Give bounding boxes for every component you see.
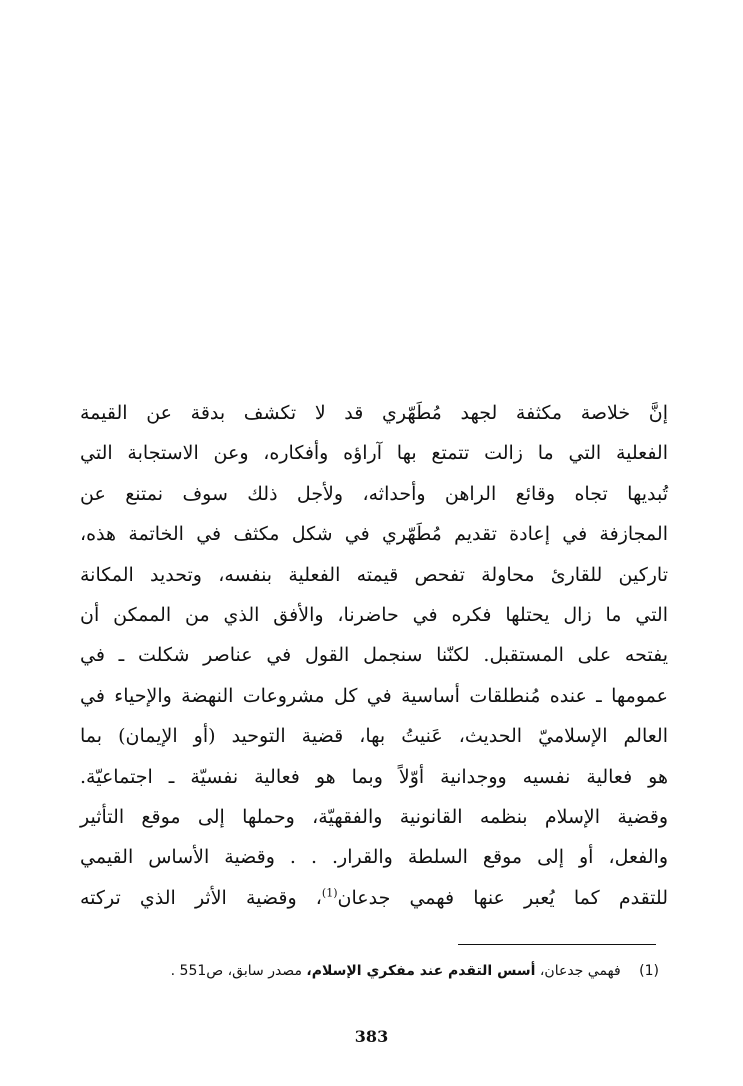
text-line-12: والفعل، أو إلى موقع السلطة والقرار. . . وقضية الأساس القيمي	[80, 846, 668, 869]
page-number: 383	[354, 1027, 389, 1046]
text-line-3: تُبديها تجاه وقائع الراهن وأحداثه، ولأجل ذلك سوف نمتنع عن	[80, 482, 668, 505]
body-text	[80, 393, 668, 918]
footnote-number: (1)	[639, 963, 659, 979]
text-line-13	[80, 878, 668, 918]
footnote-source: مصدر سابق، ص551 .	[170, 963, 302, 979]
text-line-9: العالم الإسلاميّ الحديث، عَنيتُ بها، قضية التوحيد (أو الإيمان) بما	[80, 725, 668, 748]
text-line-4: المجازفة في إعادة تقديم مُطَهّري في شكل مكثف في الخاتمة هذه،	[80, 523, 668, 546]
footnote-author: فهمي جدعان،	[539, 963, 621, 979]
text-line-10: هو فعالية نفسيه ووجدانية أوّلاً وبما هو فعالية نفسيّة ـ اجتماعيّة.	[80, 765, 668, 788]
footnote	[99, 958, 659, 984]
footnote-reference[interactable]: (1)	[321, 886, 338, 900]
text-line-2: الفعلية التي ما زالت تتمتع بها آراؤه وأفكاره، وعن الاستجابة التي	[80, 442, 668, 465]
text-line-5: تاركين للقارئ محاولة تفحص قيمته الفعلية بنفسه، وتحديد المكانة	[80, 563, 668, 586]
text-line-6: التي ما زال يحتلها فكره في حاضرنا، والأفق الذي من الممكن أن	[80, 603, 668, 626]
text-line-11: وقضية الإسلام بنظمه القانونية والفقهيّة، وحملها إلى موقع التأثير	[80, 805, 668, 828]
footnote-divider	[458, 944, 656, 945]
text-line-13-end: ، وقضية الأثر الذي تركته	[80, 886, 322, 909]
text-line-13-start: للتقدم كما يُعبر عنها فهمي جدعان	[337, 886, 668, 909]
footnote-title: أسس التقدم عند مفكري الإسلام،	[306, 963, 536, 979]
text-line-8: عمومها ـ عنده مُنطلقات أساسية في كل مشروعات النهضة والإحياء في	[80, 684, 668, 707]
text-line-7: يفتحه على المستقبل. لكنّنا سنجمل القول في عناصر شكلت ـ في	[80, 644, 668, 667]
text-line-1: إنَّ خلاصة مكثفة لجهد مُطَهّري قد لا تكشف بدقة عن القيمة	[80, 402, 668, 424]
